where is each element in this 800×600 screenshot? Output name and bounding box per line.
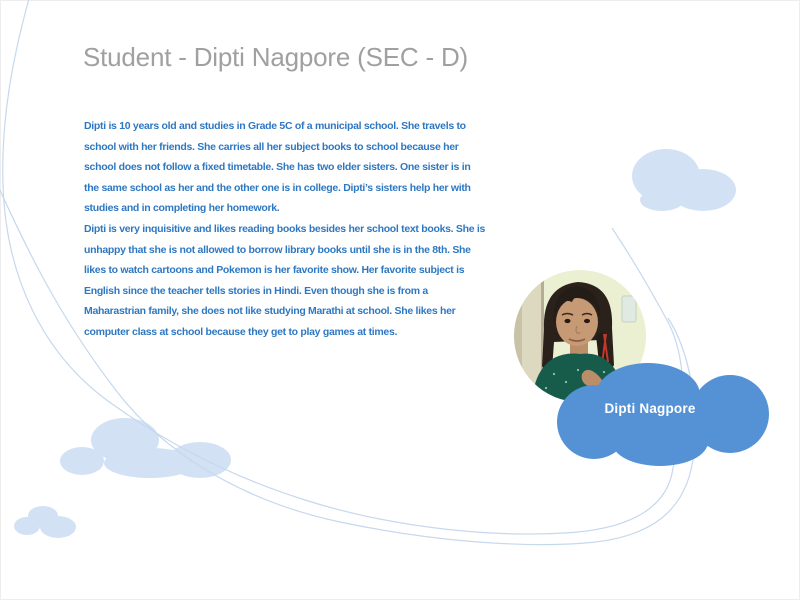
text-line: Dipti is 10 years old and studies in Grade 5C of a municipal school. She travels to (84, 120, 466, 132)
text-line: Dipti is very inquisitive and likes reading books besides her school text books. She is (84, 223, 486, 235)
text-line: unhappy that she is not allowed to borrow library books until she is in the 8th. She (84, 243, 471, 256)
text-line: the same school as her and the other one is in college. Dipti’s sisters help her with (84, 181, 471, 194)
text-line: computer class at school because they get to play games at times. (84, 325, 398, 338)
text-line: school does not follow a fixed timetable. She has two elder sisters. One sister is in (84, 161, 471, 173)
text-line: school with her friends. She carries all her subject books to school because her (84, 140, 459, 153)
slide-title: Student - Dipti Nagpore (SEC - D) (83, 42, 468, 72)
text-line: likes to watch cartoons and Pokemon is her favorite show. Her favorite subject is (84, 264, 465, 276)
text-line: Maharastrian family, she does not like studying Marathi at school. She likes her (84, 305, 456, 317)
photo-caption-label: Dipti Nagpore (604, 401, 696, 416)
text-line: English since the teacher tells stories in Hindi. Even though she is from a (84, 284, 428, 297)
text-line: studies and in completing her homework. (84, 202, 280, 214)
